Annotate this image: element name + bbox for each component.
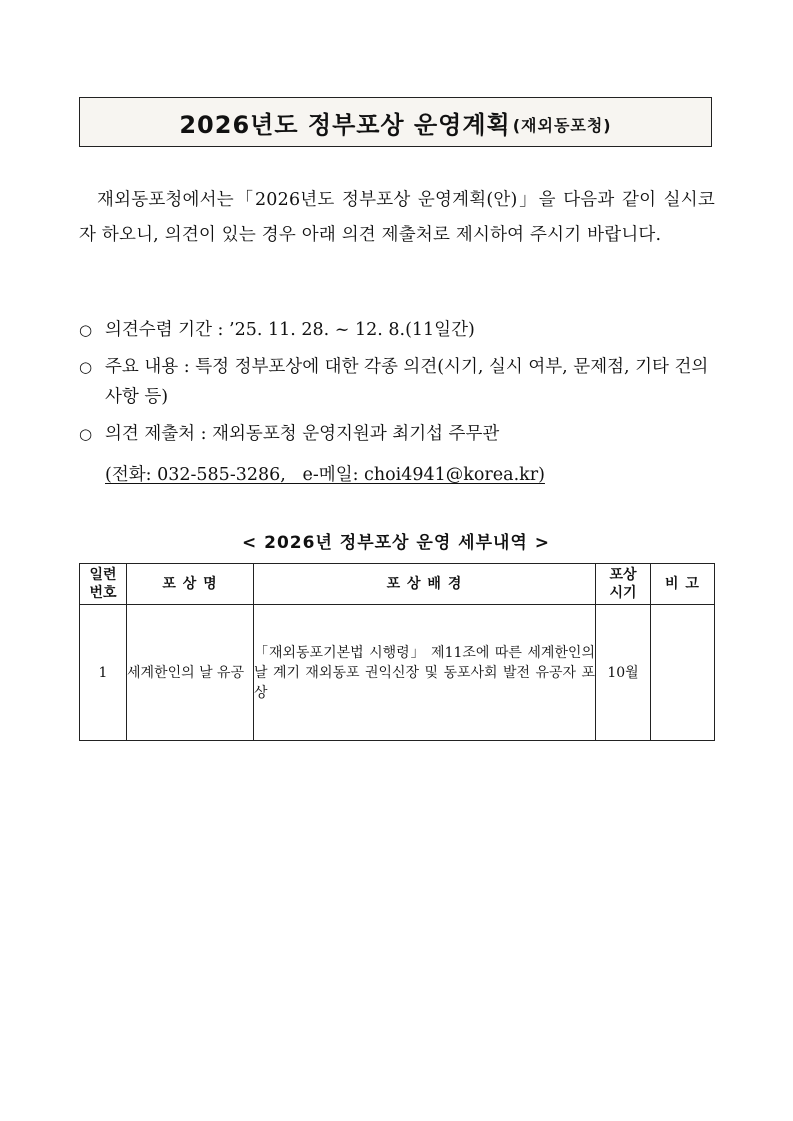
table-header-row bbox=[80, 564, 715, 605]
document-title-box bbox=[79, 97, 712, 147]
header-time: 포상시기 bbox=[596, 564, 651, 605]
document-title-agency: (재외동포청) bbox=[512, 115, 612, 135]
header-name: 포 상 명 bbox=[127, 564, 254, 605]
table-title: < 2026년 정부포상 운영 세부내역 > bbox=[241, 533, 551, 553]
cell-time: 10월 bbox=[596, 605, 651, 741]
header-note: 비 고 bbox=[651, 564, 715, 605]
cell-name: 세계한인의 날 유공 bbox=[127, 605, 254, 741]
bullet-content-text: 주요 내용 : 특정 정부포상에 대한 각종 의견(시기, 실시 여부, 문제점, 기타 건의 사항 등) bbox=[105, 357, 709, 407]
contact-info: (전화: 032-585-3286, e-메일: choi4941@korea.kr) bbox=[105, 465, 545, 485]
circle-bullet-icon: ○ bbox=[79, 425, 93, 443]
intro-paragraph: 재외동포청에서는「2026년도 정부포상 운영계획(안)」을 다음과 같이 실시코자 하오니, 의견이 있는 경우 아래 의견 제출처로 제시하여 주시기 바랍니다. bbox=[79, 190, 715, 245]
bullet-submit-text: 의견 제출처 : 재외동포청 운영지원과 최기섭 주무관 bbox=[105, 424, 500, 444]
cell-no: 1 bbox=[80, 605, 127, 741]
bullet-submit bbox=[79, 419, 719, 449]
circle-bullet-icon: ○ bbox=[79, 321, 93, 339]
bullet-period bbox=[79, 315, 719, 345]
table-row bbox=[80, 605, 715, 741]
award-details-table bbox=[79, 563, 715, 741]
header-background: 포 상 배 경 bbox=[254, 564, 596, 605]
header-no: 일련번호 bbox=[80, 564, 127, 605]
cell-background: 「재외동포기본법 시행령」 제11조에 따른 세계한인의 날 계기 재외동포 권익신장 및 동포사회 발전 유공자 포상 bbox=[254, 605, 596, 741]
document-title: 2026년도 정부포상 운영계획 bbox=[179, 110, 511, 139]
circle-bullet-icon: ○ bbox=[79, 358, 93, 376]
cell-note bbox=[651, 605, 715, 741]
bullet-period-text: 의견수렴 기간 : ’25. 11. 28. ~ 12. 8.(11일간) bbox=[105, 320, 475, 340]
bullet-content bbox=[79, 352, 719, 412]
